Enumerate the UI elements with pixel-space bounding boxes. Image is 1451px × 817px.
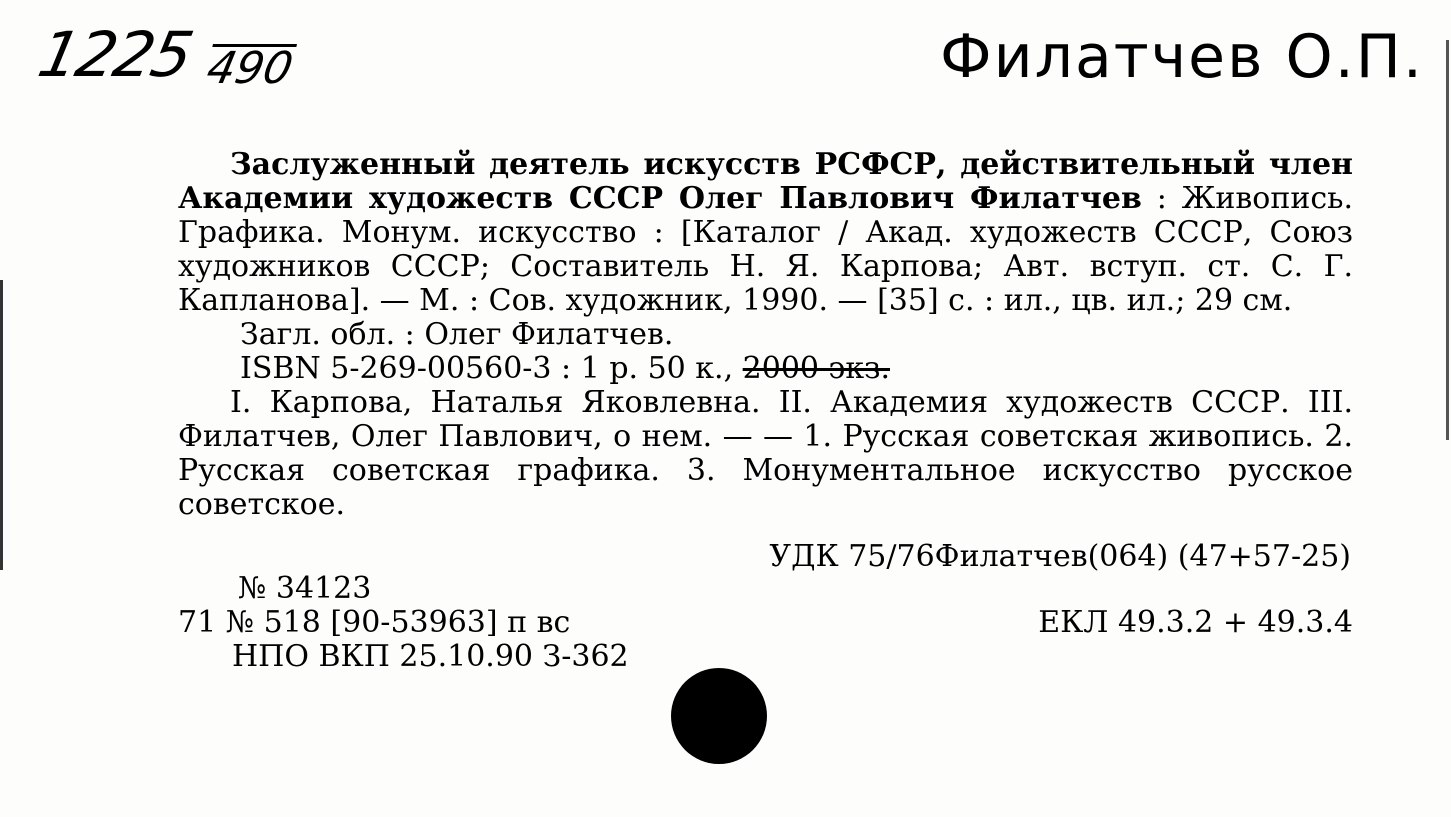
handwritten-call-number: 1225 <box>32 18 198 91</box>
title-bold: Заслуженный деятель искусств РСФСР, действительный член Академии художеств СССР Олег Павлович Филатчев <box>178 147 1353 216</box>
subjects-text: I. Карпова, Наталья Яковлевна. II. Академия художеств СССР. III. Филатчев, Олег Павлович, о нем. — — 1. Русская советская живопись. 2. Русская советская графика. 3. Монументальное искусство русское советское. <box>178 385 1353 522</box>
npo-line: НПО ВКП 25.10.90 З-362 <box>232 639 629 674</box>
card-left-edge <box>0 280 3 570</box>
order-line: 71 № 518 [90-53963] п вс <box>178 605 571 640</box>
isbn-text: ISBN 5-269-00560-3 : 1 р. 50 к., <box>240 351 743 386</box>
cover-title-text: Загл. обл. : Олег Филатчев. <box>240 317 674 352</box>
print-run: 2000 экз. <box>742 351 891 386</box>
ekl-line: ЕКЛ 49.3.2 + 49.3.4 <box>1038 605 1353 640</box>
card-punch-hole <box>671 668 767 764</box>
card-number: № 34123 <box>238 571 372 606</box>
handwritten-author: Филатчев О.П. <box>940 22 1424 92</box>
title-paragraph <box>178 148 1353 318</box>
cover-title <box>178 318 1353 352</box>
handwritten-call-number-sub: 490 <box>202 43 298 94</box>
bibliographic-description <box>178 148 1353 522</box>
title-rest: : Живопись. Графика. Монум. искусство : [Каталог / Акад. художеств СССР, Союз художников СССР; Составитель Н. Я. Карпова; Авт. вступ. ст. С. Г. Капланова]. — М. : Сов. художник, 1990. — [35] с. : ил., цв. ил.; 29 см. <box>178 181 1353 318</box>
isbn-line <box>178 352 1353 386</box>
udk-line: УДК 75/76Филатчев(064) (47+57-25) <box>769 539 1351 574</box>
card-right-edge <box>1446 40 1449 440</box>
subjects-paragraph <box>178 386 1353 522</box>
